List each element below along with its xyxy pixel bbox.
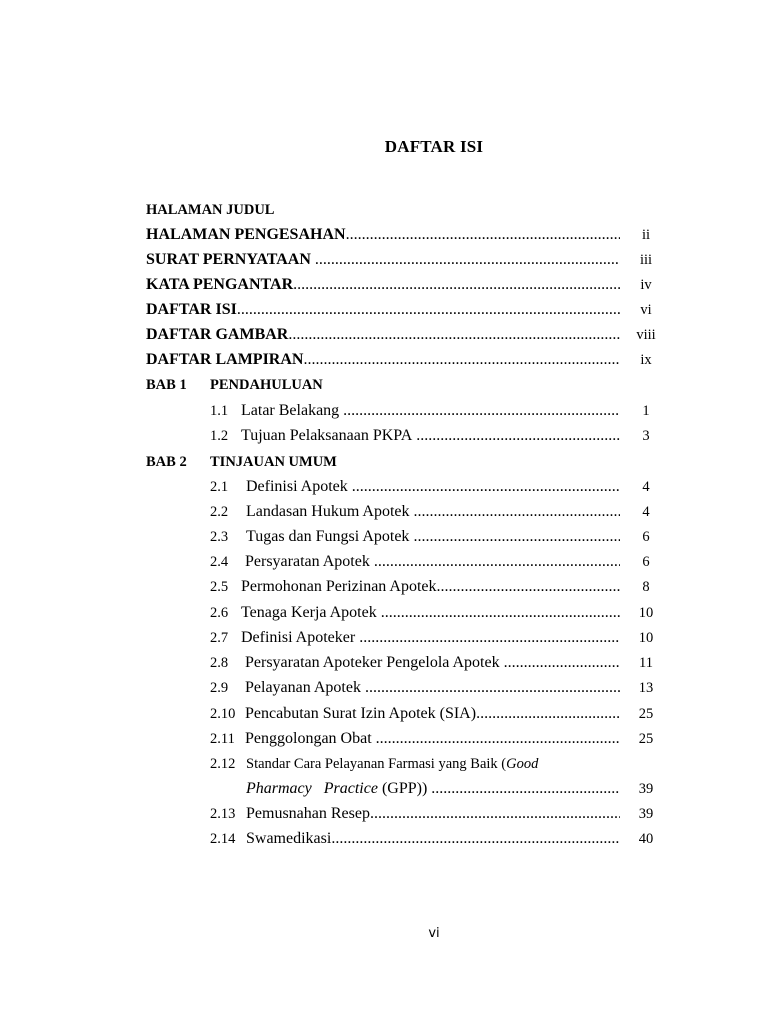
toc-entry-label (246, 780, 427, 798)
toc-page-number: ix (640, 352, 652, 368)
toc-entry-halaman-pengesahan (146, 226, 620, 244)
toc-page-number: 10 (638, 630, 654, 646)
leader-dots (293, 276, 620, 294)
toc-entry-label: Standar Cara Pelayanan Farmasi yang Baik ( (246, 756, 507, 772)
toc-entry-2-7 (241, 629, 620, 647)
toc-entry-1-2 (241, 427, 620, 445)
leader-dots (427, 780, 620, 798)
leader-dots (409, 528, 620, 546)
toc-entry-2-10 (245, 705, 620, 723)
toc-page-number: 13 (638, 680, 654, 696)
toc-page-number: ii (641, 227, 651, 243)
toc-entry-label: DAFTAR GAMBAR (146, 326, 289, 343)
toc-page-number: 40 (638, 831, 654, 847)
toc-page-number: iii (639, 252, 653, 268)
toc-entry-label: KATA PENGANTAR (146, 276, 294, 293)
toc-entry-label: Tujuan Pelaksanaan PKPA (241, 427, 413, 444)
chapter-title: PENDAHULUAN (210, 377, 323, 393)
leader-dots (237, 301, 620, 319)
leader-dots (370, 805, 620, 823)
section-number: 2.12 (210, 756, 236, 772)
leader-dots (412, 427, 620, 445)
section-number: 2.7 (210, 630, 229, 646)
toc-entry-label: Persyaratan Apotek (245, 553, 370, 570)
leader-dots (372, 730, 620, 748)
section-number: 2.8 (210, 655, 229, 671)
toc-page-number: vi (640, 302, 652, 318)
toc-page-number: 39 (638, 806, 654, 822)
toc-entry-label: Landasan Hukum Apotek (246, 503, 410, 520)
toc-entry-daftar-lampiran (146, 351, 620, 369)
chapter-number: BAB 2 (146, 454, 187, 470)
toc-entry-label-italic: Good (506, 756, 539, 772)
toc-entry-label: Definisi Apoteker (241, 629, 356, 646)
leader-dots (303, 351, 620, 369)
section-number: 2.14 (210, 831, 236, 847)
leader-dots (355, 629, 620, 647)
toc-entry-2-4 (245, 553, 620, 571)
section-number: 2.5 (210, 579, 229, 595)
toc-entry-label: Penggolongan Obat (245, 730, 372, 747)
section-number: 2.13 (210, 806, 236, 822)
leader-dots (331, 830, 620, 848)
toc-entry-2-14 (246, 830, 620, 848)
toc-entry-halaman-judul (146, 201, 274, 219)
toc-page-number: iv (640, 277, 652, 293)
section-number: 2.3 (210, 529, 229, 545)
section-number: 1.1 (210, 403, 229, 419)
leader-dots (348, 478, 620, 496)
leader-dots (437, 578, 620, 596)
toc-page-number: 39 (638, 781, 654, 797)
toc-entry-2-5 (241, 578, 620, 596)
toc-page-number: 3 (642, 428, 650, 444)
section-number: 2.4 (210, 554, 229, 570)
leader-dots (288, 326, 620, 344)
footer-page-number: vi (428, 926, 440, 941)
toc-page-number: 6 (642, 554, 650, 570)
toc-entry-label: Tugas dan Fungsi Apotek (246, 528, 410, 545)
leader-dots (346, 226, 620, 244)
toc-entry-surat-pernyataan (146, 251, 620, 269)
section-number: 2.1 (210, 479, 229, 495)
toc-entry-label: Tenaga Kerja Apotek (241, 604, 377, 621)
toc-entry-2-12-line1 (246, 755, 538, 773)
toc-entry-daftar-isi (146, 301, 620, 319)
toc-page-number: 25 (638, 706, 654, 722)
toc-page-number: 25 (638, 731, 654, 747)
toc-entry-2-12-line2 (246, 780, 620, 798)
toc-entry-2-3 (246, 528, 620, 546)
toc-entry-label: Pelayanan Apotek (245, 679, 361, 696)
toc-entry-label-tail: (GPP)) (377, 780, 428, 797)
section-number: 2.9 (210, 680, 229, 696)
section-number: 1.2 (210, 428, 229, 444)
toc-entry-1-1 (241, 402, 620, 420)
toc-entry-label: Pencabutan Surat Izin Apotek (SIA) (245, 705, 477, 722)
toc-page-number: 4 (642, 479, 650, 495)
toc-entry-daftar-gambar (146, 326, 620, 344)
toc-page-number: 11 (639, 655, 653, 671)
toc-entry-label-italic: Pharmacy Practice (246, 780, 378, 797)
toc-page-number: 6 (642, 529, 650, 545)
toc-entry-label: Definisi Apotek (246, 478, 348, 495)
leader-dots (339, 402, 620, 420)
toc-entry-2-6 (241, 604, 620, 622)
page-title: DAFTAR ISI (384, 137, 484, 156)
leader-dots (500, 654, 620, 672)
toc-entry-label: Persyaratan Apoteker Pengelola Apotek (245, 654, 500, 671)
toc-entry-2-9 (245, 679, 620, 697)
toc-entry-label: Pemusnahan Resep (246, 805, 370, 822)
toc-entry-2-8 (245, 654, 620, 672)
toc-page-number: viii (636, 327, 656, 343)
toc-entry-label: DAFTAR LAMPIRAN (146, 351, 304, 368)
toc-entry-label: Permohonan Perizinan Apotek (241, 578, 437, 595)
chapter-number: BAB 1 (146, 377, 187, 393)
toc-entry-label: Swamedikasi (246, 830, 332, 847)
leader-dots (476, 705, 620, 723)
section-number: 2.2 (210, 504, 229, 520)
toc-entry-label: HALAMAN JUDUL (146, 202, 275, 218)
toc-entry-kata-pengantar (146, 276, 620, 294)
toc-page-number: 4 (642, 504, 650, 520)
toc-entry-2-1 (246, 478, 620, 496)
toc-page-number: 10 (638, 605, 654, 621)
section-number: 2.10 (210, 706, 236, 722)
toc-entry-label: HALAMAN PENGESAHAN (146, 226, 346, 243)
leader-dots (370, 553, 620, 571)
leader-dots (361, 679, 620, 697)
toc-entry-2-13 (246, 805, 620, 823)
toc-entry-label: SURAT PERNYATAAN (146, 251, 311, 268)
toc-page-number: 1 (642, 403, 650, 419)
toc-entry-label: Latar Belakang (241, 402, 340, 419)
leader-dots (410, 503, 620, 521)
toc-entry-2-11 (245, 730, 620, 748)
leader-dots (311, 251, 620, 269)
section-number: 2.6 (210, 605, 229, 621)
section-number: 2.11 (210, 731, 235, 747)
leader-dots (377, 604, 620, 622)
toc-entry-2-2 (246, 503, 620, 521)
toc-page-number: 8 (642, 579, 650, 595)
toc-entry-label: DAFTAR ISI (146, 301, 237, 318)
chapter-title: TINJAUAN UMUM (210, 454, 337, 470)
